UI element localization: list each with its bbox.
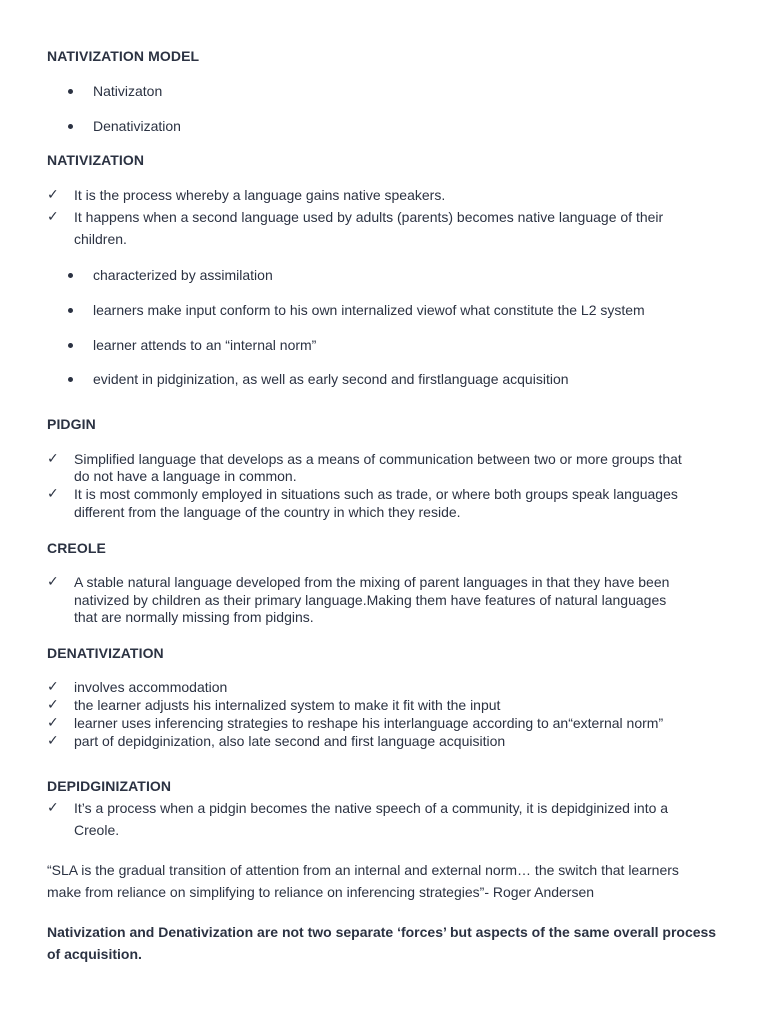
quote-line: make from reliance on simplifying to reliance on inferencing strategies”- Roger Andersen (47, 884, 595, 900)
heading-nativization: NATIVIZATION (47, 152, 145, 168)
conclusion-line: of acquisition. (47, 946, 142, 962)
heading-creole: CREOLE (47, 540, 106, 556)
check-item: learner uses inferencing strategies to reshape his interlanguage according to an“external norm” (74, 715, 664, 731)
check-icon: ✓ (47, 678, 59, 694)
conclusion-line: Nativization and Denativization are not two separate ‘forces’ but aspects of the same overall process (47, 924, 717, 940)
quote-line: “SLA is the gradual transition of attention from an internal and external norm… the switch that learners (47, 862, 679, 878)
bullet-item: evident in pidginization, as well as early second and firstlanguage acquisition (93, 371, 569, 387)
check-item-continuation: that are normally missing from pidgins. (74, 609, 314, 625)
check-item-continuation: different from the language of the country in which they reside. (74, 504, 461, 520)
check-item: Simplified language that develops as a means of communication between two or more groups that (74, 451, 682, 467)
check-item: part of depidginization, also late second and first language acquisition (74, 733, 506, 749)
heading-nativization-model: NATIVIZATION MODEL (47, 48, 200, 64)
check-item-continuation: nativized by children as their primary language.Making them have features of natural languages (74, 592, 667, 608)
check-item: It’s a process when a pidgin becomes the native speech of a community, it is depidginized into a (74, 800, 669, 816)
bullet-item: learner attends to an “internal norm” (93, 337, 317, 353)
bullet-icon (68, 273, 73, 278)
bullet-item: Denativization (93, 118, 181, 134)
heading-denativization: DENATIVIZATION (47, 645, 164, 661)
check-icon: ✓ (47, 450, 59, 466)
bullet-icon (68, 377, 73, 382)
check-icon: ✓ (47, 732, 59, 748)
bullet-item: learners make input conform to his own internalized viewof what constitute the L2 system (93, 302, 645, 318)
bullet-icon (68, 308, 73, 313)
heading-depidginization: DEPIDGINIZATION (47, 778, 172, 794)
check-item: the learner adjusts his internalized system to make it fit with the input (74, 697, 501, 713)
bullet-icon (68, 89, 73, 94)
check-icon: ✓ (47, 208, 59, 224)
check-item-continuation: children. (74, 231, 127, 247)
bullet-item: Nativizaton (93, 83, 163, 99)
check-item-continuation: Creole. (74, 822, 120, 838)
bullet-item: characterized by assimilation (93, 267, 273, 283)
check-icon: ✓ (47, 186, 59, 202)
check-item: It is the process whereby a language gains native speakers. (74, 187, 446, 203)
check-icon: ✓ (47, 696, 59, 712)
check-item: It is most commonly employed in situations such as trade, or where both groups speak languages (74, 486, 678, 502)
check-item-continuation: do not have a language in common. (74, 468, 297, 484)
check-icon: ✓ (47, 714, 59, 730)
heading-pidgin: PIDGIN (47, 416, 96, 432)
check-icon: ✓ (47, 485, 59, 501)
check-icon: ✓ (47, 799, 59, 815)
bullet-icon (68, 343, 73, 348)
check-item: A stable natural language developed from the mixing of parent languages in that they have been (74, 574, 670, 590)
check-item: It happens when a second language used by adults (parents) becomes native language of their (74, 209, 664, 225)
check-icon: ✓ (47, 573, 59, 589)
check-item: involves accommodation (74, 679, 228, 695)
bullet-icon (68, 124, 73, 129)
